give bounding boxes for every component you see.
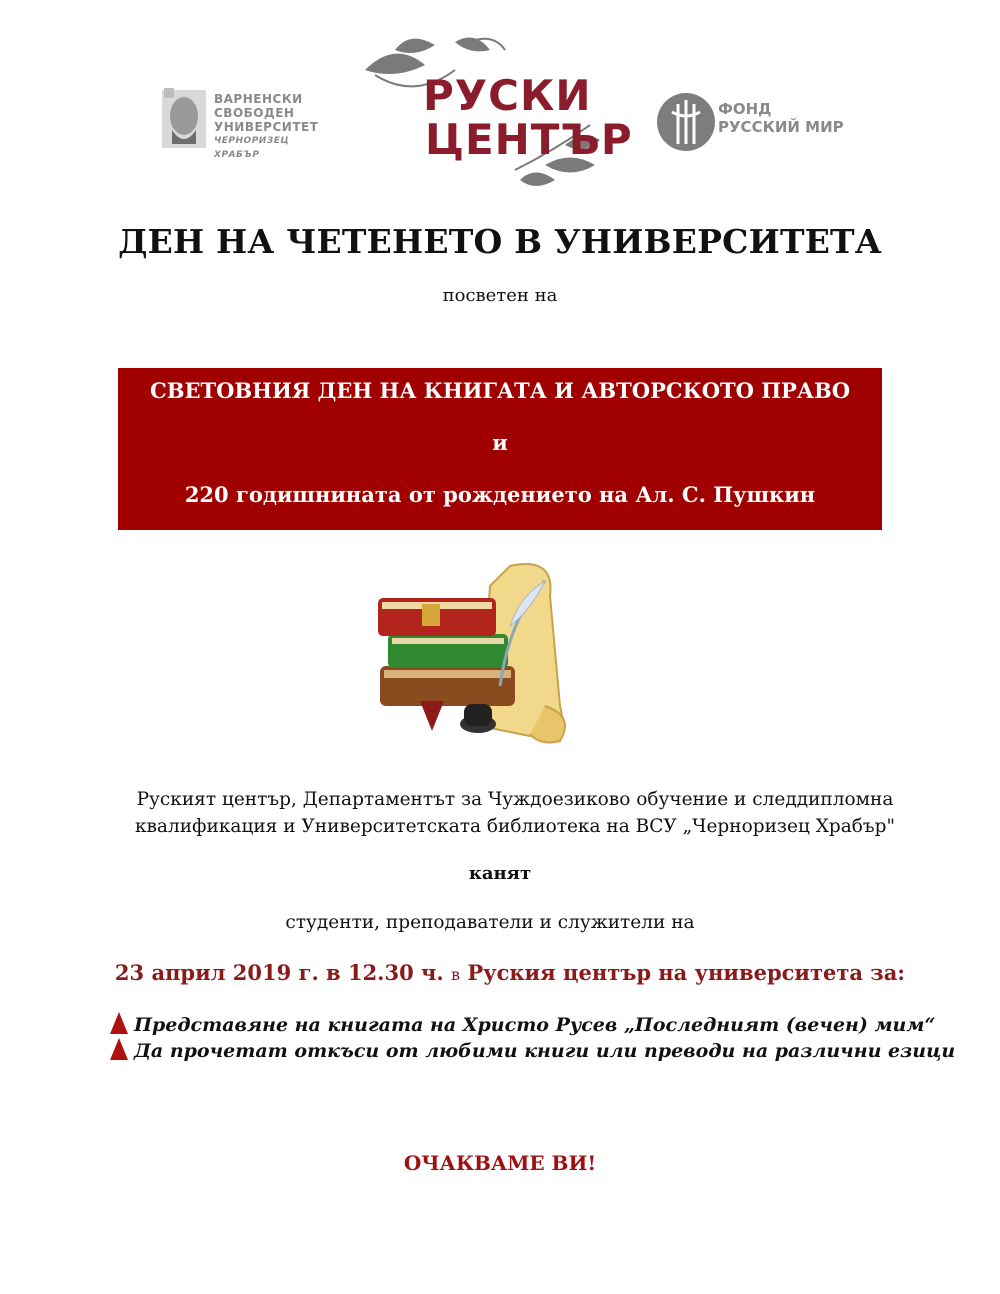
- fond-emblem-icon: [656, 90, 716, 154]
- agenda-item-text: Да прочетат откъси от любими книги или преводи на различни езици: [134, 1040, 956, 1062]
- invite-word: канят: [468, 863, 532, 884]
- russian-center-word-1: РУСКИ: [423, 71, 592, 120]
- fond-russkiy-mir-logo: [656, 90, 844, 154]
- vsu-subtitle: ЧЕРНОРИЗЕЦ ХРАБЪР: [214, 136, 290, 160]
- red-triangle-bullet-icon: [110, 1012, 128, 1034]
- event-location: Руския център на университета за:: [467, 960, 906, 985]
- vsu-line-2: СВОБОДЕН: [214, 106, 295, 120]
- event-banner: [118, 368, 882, 530]
- audience-text: студенти, преподаватели и служители на: [285, 912, 695, 933]
- agenda-item-text: Представяне на книгата на Христо Русев „Последният (вечен) мим“: [134, 1014, 936, 1036]
- banner-line-1: СВЕТОВНИЯ ДЕН НА КНИГАТА И АВТОРСКОТО ПРАВО: [150, 378, 850, 403]
- banner-line-3: 220 годишнината от рождението на Ал. С. Пушкин: [184, 482, 816, 507]
- event-datetime: 23 април 2019 г. в 12.30 ч.: [114, 960, 444, 985]
- banner-line-2: и: [492, 430, 508, 455]
- red-triangle-bullet-icon: [110, 1038, 128, 1060]
- russian-center-word-2: ЦЕНТЪР: [425, 115, 633, 164]
- russian-center-logo: [355, 30, 633, 195]
- vsu-line-3: УНИВЕРСИТЕТ: [214, 120, 319, 134]
- page-title: ДЕН НА ЧЕТЕНЕТО В УНИВЕРСИТЕТА: [118, 222, 882, 261]
- vsu-logo: [160, 86, 335, 160]
- event-datetime-location: [0, 960, 1000, 985]
- agenda-item: [110, 1038, 955, 1062]
- organizers-line-1: Руският център, Департаментът за Чуждоезиково обучение и следдипломна: [136, 789, 894, 810]
- fond-name: [718, 100, 844, 136]
- organizers-line-2: квалификация и Университетската библиотека на ВСУ „Черноризец Храбър": [134, 816, 896, 837]
- closing-text: ОЧАКВАМЕ ВИ!: [403, 1151, 597, 1175]
- agenda-item: [110, 1012, 935, 1036]
- books-quill-illustration: [360, 556, 600, 746]
- dedicated-to-text: посветен на: [442, 285, 558, 306]
- vsu-name: [214, 92, 335, 162]
- fond-line-1: ФОНД: [718, 100, 772, 118]
- organizers-paragraph: [120, 786, 910, 840]
- vsu-emblem-icon: [160, 86, 208, 152]
- fond-line-2: РУССКИЙ МИР: [718, 118, 844, 136]
- vsu-line-1: ВАРНЕНСКИ: [214, 92, 303, 106]
- event-preposition: в: [451, 965, 461, 984]
